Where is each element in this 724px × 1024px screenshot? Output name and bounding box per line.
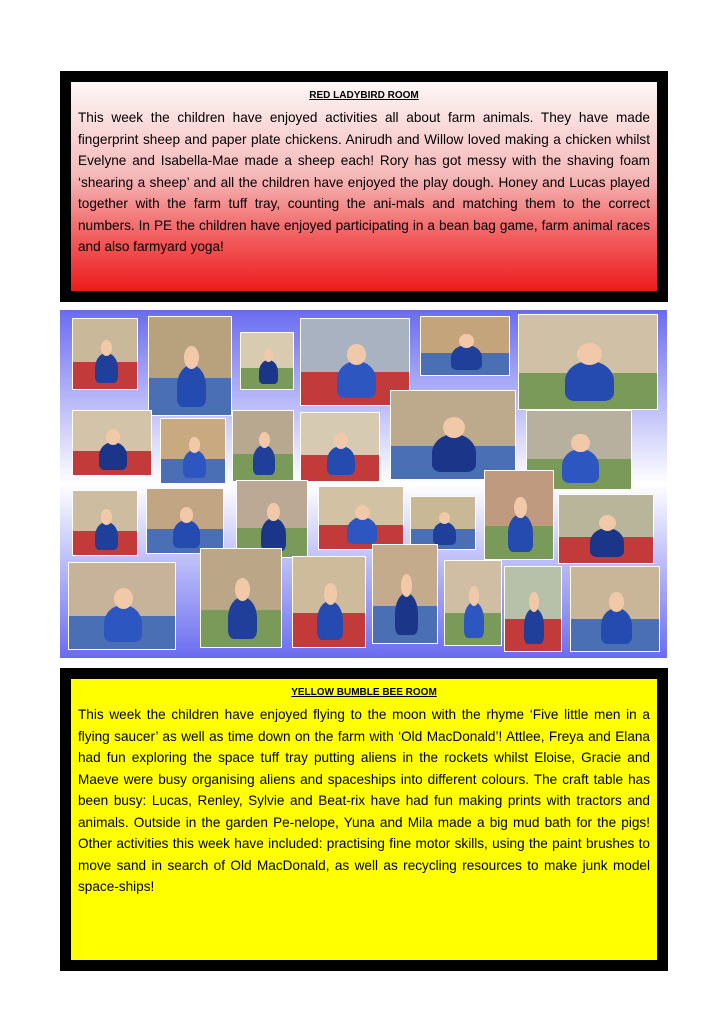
collage-photo: [444, 560, 502, 646]
red-ladybird-content: [71, 82, 657, 291]
collage-photo: [390, 390, 516, 480]
collage-photo: [146, 488, 224, 554]
collage-photo: [558, 494, 654, 564]
collage-photo: [240, 332, 294, 390]
collage-photo: [518, 314, 658, 410]
collage-photo: [232, 410, 294, 482]
photo-child-figure: [432, 434, 476, 472]
photo-child-figure: [183, 450, 206, 478]
photo-child-figure: [433, 522, 456, 545]
collage-photo: [68, 562, 176, 650]
photo-child-figure: [104, 605, 142, 642]
photo-child-figure: [259, 360, 278, 384]
photo-child-figure: [228, 597, 257, 639]
red-ladybird-text: This week the children have enjoyed activities all about farm animals. They have made fingerprint sheep and paper plate chickens. Anirudh and Willow loved making a chicken whilst Evelyne and Isabella-Mae made a sheep each! Rory has got messy with the shaving foam ‘shearing a sheep’ and all the children have enjoyed the play dough. Honey and Lucas played together with the farm tuff tray, counting the ani-mals and matching them to the correct numbers. In PE the children have enjoyed participating in a bean bag game, farm animal races and also farmyard yoga!: [78, 110, 650, 254]
collage-photo: [72, 410, 152, 476]
photo-child-figure: [565, 361, 614, 401]
photo-child-figure: [524, 608, 544, 644]
photo-child-figure: [508, 514, 533, 552]
photo-child-figure: [253, 445, 275, 475]
collage-photo: [72, 490, 138, 556]
photo-child-figure: [464, 602, 484, 638]
collage-photo: [72, 318, 138, 390]
photo-child-figure: [337, 361, 376, 398]
collage-photo: [504, 566, 562, 652]
collage-photo: [160, 418, 226, 484]
collage-photo: [484, 470, 554, 560]
collage-photo: [200, 548, 282, 648]
photo-child-figure: [347, 517, 377, 544]
yellow-bumble-bee-content: [71, 679, 657, 960]
photo-child-figure: [451, 345, 482, 370]
collage-photo: [236, 480, 308, 558]
yellow-bumble-bee-panel: [60, 668, 668, 971]
photo-collage: [60, 310, 667, 658]
yellow-bumble-bee-heading: YELLOW BUMBLE BEE ROOM: [291, 687, 437, 698]
photo-child-figure: [601, 608, 632, 644]
collage-photo: [292, 556, 366, 648]
yellow-bumble-bee-text: This week the children have enjoyed flying to the moon with the rhyme ‘Five little men in a flying saucer’ as well as time down on the farm with ‘Old MacDonald’! Attlee, Freya and Elana had fun exploring the space tuff tray putting aliens in the rockets whilst Eloise, Gracie and Maeve were busy organising aliens and spaceships into different colours. The craft table has been busy: Lucas, Renley, Sylvie and Beat-rix have had fun making prints with tractors and animals. Outside in the garden Pe-nelope, Yuna and Mila made a big mud bath for the pigs! Other activities this week have included: practising fine motor skills, using the paint brushes to move sand in search of Old MacDonald, as well as recycling resources to make junk model space-ships!: [78, 707, 650, 894]
photo-child-figure: [99, 442, 127, 470]
photo-child-figure: [173, 520, 200, 548]
collage-photo: [410, 496, 476, 550]
collage-photo: [372, 544, 438, 644]
photo-child-figure: [327, 446, 355, 475]
photo-child-figure: [562, 449, 599, 483]
photo-child-figure: [590, 528, 624, 557]
photo-child-figure: [261, 518, 286, 551]
red-ladybird-heading: RED LADYBIRD ROOM: [309, 90, 419, 101]
collage-photo: [318, 486, 404, 550]
photo-child-figure: [395, 593, 418, 635]
photo-child-figure: [95, 353, 118, 383]
red-ladybird-panel: [60, 71, 668, 302]
collage-photo: [420, 316, 510, 376]
photo-child-figure: [95, 522, 118, 550]
collage-photo: [570, 566, 660, 652]
photo-child-figure: [177, 365, 206, 407]
photo-child-figure: [317, 601, 343, 640]
collage-photo: [300, 412, 380, 482]
collage-photo: [148, 316, 232, 416]
